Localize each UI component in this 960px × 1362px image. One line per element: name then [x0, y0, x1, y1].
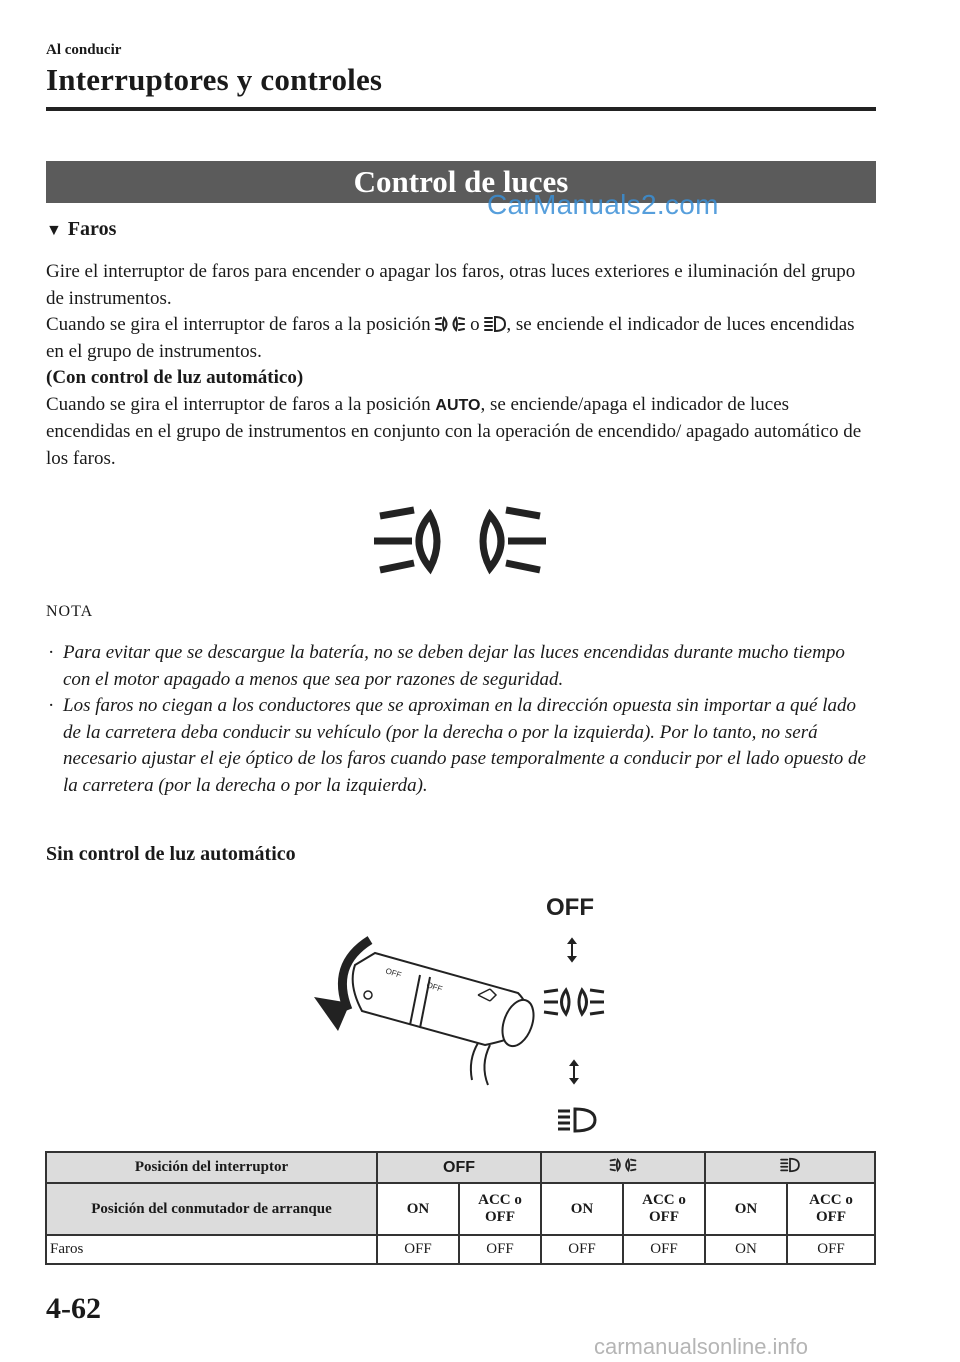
section-label: Al conducir	[46, 42, 122, 58]
table-cell: ON	[705, 1183, 787, 1235]
triangle-marker-icon: ▼	[46, 222, 62, 239]
subheading-text: Faros	[67, 218, 117, 240]
subsection-title: Sin control de luz automático	[46, 843, 296, 865]
nota-item: · Para evitar que se descargue la batería, no se deben dejar las luces encendidas durante mucho tiempo con el motor apagado a menos que sea por razones de seguridad.	[48, 642, 845, 690]
nota-label: NOTA	[46, 603, 94, 620]
stalk-off-mark: OFF	[384, 966, 403, 980]
paragraph-1: Gire el interruptor de faros para encender o apagar los faros, otras luces exteriores e iluminación del grupo de instrumentos.	[46, 261, 856, 309]
table-row	[46, 1183, 875, 1235]
table-row	[46, 1235, 875, 1264]
footer-watermark: carmanualsonline.info	[594, 1334, 809, 1359]
parking-lights-icon	[608, 1157, 638, 1173]
diagram-off-label: OFF	[546, 895, 594, 921]
auto-icon: AUTO	[435, 396, 481, 414]
table-cell: ACC o OFF	[459, 1183, 541, 1235]
table-cell: ACC o OFF	[623, 1183, 705, 1235]
table-header-cell	[705, 1152, 875, 1183]
diagram-parking-lights-icon	[544, 990, 604, 1014]
lights-on-indicator-icon	[372, 500, 548, 582]
page-title: Interruptores y controles	[46, 62, 383, 97]
table-header-cell	[377, 1152, 541, 1183]
table-header-cell	[541, 1152, 705, 1183]
nota-list	[46, 640, 876, 799]
off-symbol: OFF	[443, 1158, 475, 1176]
watermark: CarManuals2.com	[487, 189, 719, 220]
paragraph-3: Cuando se gira el interruptor de faros a la posición AUTO, se enciende/apaga el indicador de luces encendidas en el grupo de instrumentos en conjunto con la operación de encendido/ apagado automático de los faros.	[46, 393, 862, 469]
switch-diagram	[300, 895, 640, 1145]
switch-table	[45, 1151, 876, 1265]
section-banner: Control de luces	[46, 161, 876, 203]
auto-heading: (Con control de luz automático)	[46, 367, 304, 388]
table-header-cell: Posición del interruptor	[46, 1152, 377, 1183]
headlight-icon	[484, 315, 506, 333]
table-cell: OFF	[623, 1235, 705, 1264]
stalk-off-mark: OFF	[425, 980, 444, 994]
body-text	[46, 259, 876, 472]
headlight-icon	[779, 1157, 801, 1173]
table-cell: OFF	[459, 1235, 541, 1264]
table-cell: OFF	[541, 1235, 623, 1264]
subheading-faros	[46, 218, 116, 241]
table-cell: ON	[377, 1183, 459, 1235]
table-cell: OFF	[787, 1235, 875, 1264]
title-rule	[46, 107, 876, 111]
nota-item: · Los faros no ciegan a los conductores que se aproximan en la dirección opuesta sin importar a qué lado de la carretera deba conducir su vehículo (por la derecha o por la izquierda). Por lo tanto, no será necesario ajustar el eje óptico de los faros cuando pase temporalmente a conducir por el lado opuesto de la carretera (por la derecha o por la izquierda).	[48, 695, 866, 796]
table-cell: ON	[541, 1183, 623, 1235]
table-cell: Faros	[46, 1235, 377, 1264]
paragraph-2: Cuando se gira el interruptor de faros a la posición o , se enciende el indicador de luces encendidas en el grupo de instrumentos.	[46, 314, 855, 362]
table-cell: OFF	[377, 1235, 459, 1264]
table-row	[46, 1152, 875, 1183]
parking-lights-icon	[435, 315, 465, 333]
table-header-cell: Posición del conmutador de arranque	[46, 1183, 377, 1235]
diagram-headlight-icon	[558, 1109, 595, 1131]
page-number: 4-62	[46, 1292, 101, 1325]
table-cell: ACC o OFF	[787, 1183, 875, 1235]
table-cell: ON	[705, 1235, 787, 1264]
